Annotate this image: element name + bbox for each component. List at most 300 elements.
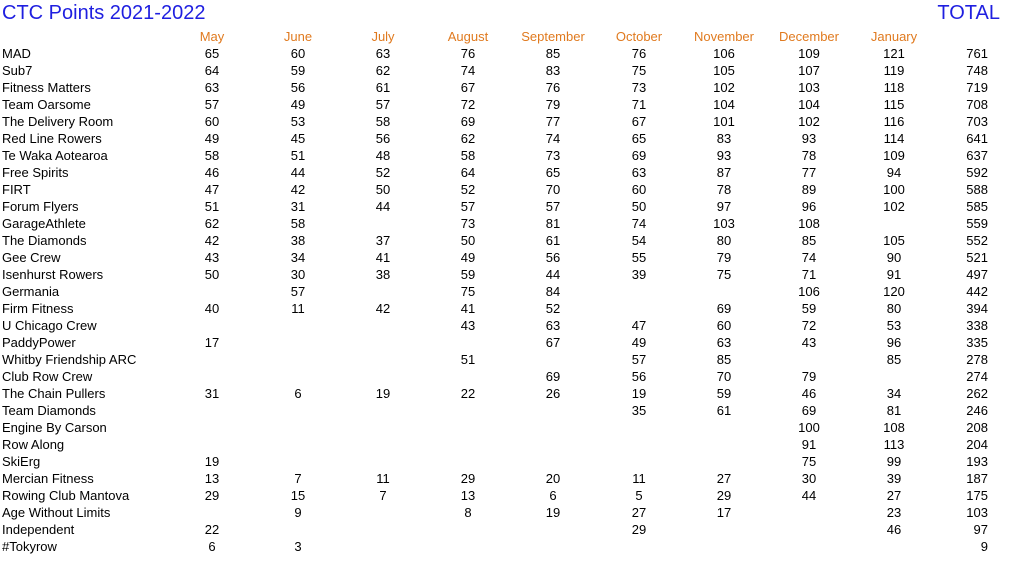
- points-cell-january: 85: [886, 352, 902, 367]
- team-name: Isenhurst Rowers: [2, 267, 104, 282]
- points-cell-november: 79: [716, 250, 732, 265]
- points-cell-december: 79: [801, 369, 817, 384]
- points-cell-january: 23: [886, 505, 902, 520]
- table-row: [0, 470, 1000, 487]
- total-cell: 208: [966, 420, 988, 435]
- points-cell-june: 42: [290, 182, 306, 197]
- points-cell-august: [426, 538, 510, 555]
- team-name: Forum Flyers: [2, 199, 79, 214]
- points-cell-june: [256, 317, 340, 334]
- points-cell-july: 50: [375, 182, 391, 197]
- total-column-header: [936, 28, 1000, 45]
- month-header-august: August: [447, 29, 489, 44]
- points-cell-july: [340, 368, 426, 385]
- points-cell-july: [340, 419, 426, 436]
- month-header-june: June: [283, 29, 313, 44]
- points-cell-june: 30: [290, 267, 306, 282]
- points-cell-july: [340, 504, 426, 521]
- points-cell-october: [596, 436, 682, 453]
- total-cell: 103: [966, 505, 988, 520]
- table-row: [0, 504, 1000, 521]
- month-header-september: September: [521, 29, 585, 44]
- table-row: [0, 232, 1000, 249]
- points-cell-january: 100: [883, 182, 905, 197]
- points-cell-june: 31: [290, 199, 306, 214]
- points-cell-december: 71: [801, 267, 817, 282]
- points-cell-may: 60: [204, 114, 220, 129]
- points-cell-october: [596, 283, 682, 300]
- points-cell-may: [168, 436, 256, 453]
- points-cell-august: 22: [460, 386, 476, 401]
- team-name: U Chicago Crew: [2, 318, 97, 333]
- points-cell-july: 19: [375, 386, 391, 401]
- points-cell-may: 17: [204, 335, 220, 350]
- team-name: Row Along: [2, 437, 65, 452]
- team-name: MAD: [2, 46, 31, 61]
- points-cell-november: 97: [716, 199, 732, 214]
- table-row: [0, 368, 1000, 385]
- points-cell-june: 57: [290, 284, 306, 299]
- team-name: The Delivery Room: [2, 114, 114, 129]
- points-cell-january: 80: [886, 301, 902, 316]
- points-cell-november: [682, 453, 766, 470]
- team-column-header: [0, 28, 168, 45]
- points-cell-may: [168, 402, 256, 419]
- total-cell: 335: [966, 335, 988, 350]
- points-cell-july: [340, 334, 426, 351]
- points-cell-november: 70: [716, 369, 732, 384]
- points-cell-january: 90: [886, 250, 902, 265]
- points-cell-june: 44: [290, 165, 306, 180]
- points-cell-september: 76: [545, 80, 561, 95]
- points-cell-june: [256, 521, 340, 538]
- points-cell-august: 58: [460, 148, 476, 163]
- total-cell: 708: [966, 97, 988, 112]
- points-cell-july: [340, 351, 426, 368]
- total-cell: 9: [980, 539, 988, 554]
- points-cell-december: 93: [801, 131, 817, 146]
- points-cell-july: 62: [375, 63, 391, 78]
- points-cell-november: 104: [713, 97, 735, 112]
- points-cell-january: 108: [883, 420, 905, 435]
- table-row: [0, 181, 1000, 198]
- table-row: [0, 96, 1000, 113]
- points-cell-august: 67: [460, 80, 476, 95]
- points-cell-june: 58: [290, 216, 306, 231]
- points-cell-january: 94: [886, 165, 902, 180]
- points-cell-september: 26: [545, 386, 561, 401]
- points-cell-july: [340, 283, 426, 300]
- month-header-january: January: [870, 29, 918, 44]
- table-row: [0, 300, 1000, 317]
- points-cell-october: 29: [631, 522, 647, 537]
- points-cell-august: 69: [460, 114, 476, 129]
- points-cell-august: [426, 453, 510, 470]
- total-cell: 592: [966, 165, 988, 180]
- points-cell-january: 119: [883, 63, 905, 78]
- points-cell-july: 37: [375, 233, 391, 248]
- points-cell-november: [682, 538, 766, 555]
- points-cell-november: 78: [716, 182, 732, 197]
- points-cell-june: 3: [294, 539, 302, 554]
- points-cell-september: 19: [545, 505, 561, 520]
- total-cell: 521: [966, 250, 988, 265]
- points-cell-october: 56: [631, 369, 647, 384]
- total-cell: 703: [966, 114, 988, 129]
- points-cell-september: [510, 419, 596, 436]
- points-cell-november: 63: [716, 335, 732, 350]
- points-cell-november: [682, 436, 766, 453]
- team-name: Engine By Carson: [2, 420, 107, 435]
- points-cell-july: 41: [375, 250, 391, 265]
- points-cell-june: 53: [290, 114, 306, 129]
- points-cell-september: 84: [545, 284, 561, 299]
- table-row: [0, 538, 1000, 555]
- points-cell-may: 6: [208, 539, 216, 554]
- points-cell-may: [168, 368, 256, 385]
- points-cell-may: 64: [204, 63, 220, 78]
- team-name: Firm Fitness: [2, 301, 74, 316]
- points-cell-october: 27: [631, 505, 647, 520]
- points-cell-june: 38: [290, 233, 306, 248]
- points-cell-december: 91: [801, 437, 817, 452]
- points-cell-october: 5: [635, 488, 643, 503]
- points-cell-may: [168, 419, 256, 436]
- points-cell-august: 74: [460, 63, 476, 78]
- points-cell-january: [852, 368, 936, 385]
- table-row: [0, 487, 1000, 504]
- points-cell-january: 34: [886, 386, 902, 401]
- points-cell-september: [510, 402, 596, 419]
- team-name: Fitness Matters: [2, 80, 91, 95]
- month-header-july: July: [371, 29, 395, 44]
- points-cell-january: 96: [886, 335, 902, 350]
- points-table: [0, 28, 1000, 555]
- points-cell-july: 11: [376, 471, 390, 486]
- points-cell-june: 60: [290, 46, 306, 61]
- team-name: FIRT: [2, 182, 31, 197]
- points-cell-september: 83: [545, 63, 561, 78]
- points-cell-september: 52: [545, 301, 561, 316]
- points-cell-november: 60: [716, 318, 732, 333]
- points-cell-december: 96: [801, 199, 817, 214]
- points-cell-june: [256, 351, 340, 368]
- points-cell-december: 59: [801, 301, 817, 316]
- team-name: Whitby Friendship ARC: [2, 352, 137, 367]
- points-cell-october: 74: [631, 216, 647, 231]
- points-cell-january: 46: [886, 522, 902, 537]
- points-cell-june: 7: [294, 471, 302, 486]
- points-cell-december: [766, 538, 852, 555]
- points-cell-december: 78: [801, 148, 817, 163]
- points-cell-july: 42: [375, 301, 391, 316]
- points-cell-july: [340, 436, 426, 453]
- points-cell-october: 69: [631, 148, 647, 163]
- points-cell-may: 19: [204, 454, 220, 469]
- points-cell-october: 50: [631, 199, 647, 214]
- points-cell-july: 61: [375, 80, 391, 95]
- points-cell-may: [168, 504, 256, 521]
- points-cell-june: [256, 368, 340, 385]
- points-cell-december: 106: [798, 284, 820, 299]
- points-cell-july: 58: [375, 114, 391, 129]
- table-row: [0, 215, 1000, 232]
- points-cell-november: 103: [713, 216, 735, 231]
- points-cell-may: 22: [204, 522, 220, 537]
- team-name: Age Without Limits: [2, 505, 111, 520]
- points-cell-july: 57: [375, 97, 391, 112]
- points-cell-january: 81: [886, 403, 902, 418]
- points-cell-january: 118: [883, 80, 905, 95]
- points-cell-may: 51: [204, 199, 220, 214]
- points-cell-august: [426, 521, 510, 538]
- points-cell-may: 57: [204, 97, 220, 112]
- points-cell-may: 43: [204, 250, 220, 265]
- table-row: [0, 317, 1000, 334]
- points-cell-july: [340, 402, 426, 419]
- points-cell-december: [766, 504, 852, 521]
- total-cell: 394: [966, 301, 988, 316]
- points-cell-august: 41: [460, 301, 476, 316]
- month-header-december: December: [779, 29, 839, 44]
- points-cell-november: 80: [716, 233, 732, 248]
- points-cell-july: 63: [375, 46, 391, 61]
- points-cell-september: 70: [545, 182, 561, 197]
- points-cell-august: 76: [460, 46, 476, 61]
- points-cell-may: [168, 351, 256, 368]
- points-cell-december: 43: [801, 335, 817, 350]
- table-body: [0, 45, 1000, 555]
- points-cell-october: [596, 538, 682, 555]
- month-header-may: May: [199, 29, 225, 44]
- points-cell-may: 40: [204, 301, 220, 316]
- total-cell: 497: [966, 267, 988, 282]
- points-cell-august: 13: [460, 488, 476, 503]
- points-cell-november: 102: [713, 80, 735, 95]
- points-cell-june: [256, 419, 340, 436]
- points-cell-september: 77: [545, 114, 561, 129]
- points-cell-august: 62: [460, 131, 476, 146]
- points-cell-september: 20: [545, 471, 561, 486]
- points-cell-september: 69: [545, 369, 561, 384]
- points-cell-november: [682, 419, 766, 436]
- points-cell-august: [426, 419, 510, 436]
- table-row: [0, 419, 1000, 436]
- points-cell-october: [596, 453, 682, 470]
- team-name: Germania: [2, 284, 60, 299]
- points-cell-january: 121: [883, 46, 905, 61]
- team-name: The Diamonds: [2, 233, 87, 248]
- points-cell-may: 50: [204, 267, 220, 282]
- points-cell-june: [256, 436, 340, 453]
- team-name: The Chain Pullers: [2, 386, 106, 401]
- points-cell-december: 75: [801, 454, 817, 469]
- total-cell: 719: [966, 80, 988, 95]
- points-cell-july: 56: [375, 131, 391, 146]
- points-cell-december: 109: [798, 46, 820, 61]
- points-cell-january: 114: [883, 131, 905, 146]
- points-cell-november: 85: [716, 352, 732, 367]
- table-row: [0, 436, 1000, 453]
- team-name: Club Row Crew: [2, 369, 93, 384]
- points-cell-june: 56: [290, 80, 306, 95]
- table-row: [0, 113, 1000, 130]
- points-cell-september: 79: [545, 97, 561, 112]
- points-cell-august: 29: [460, 471, 476, 486]
- points-cell-june: [256, 453, 340, 470]
- points-cell-january: 113: [883, 437, 905, 452]
- points-cell-december: 44: [801, 488, 817, 503]
- points-cell-august: 57: [460, 199, 476, 214]
- total-cell: 637: [966, 148, 988, 163]
- points-cell-august: 75: [460, 284, 476, 299]
- points-cell-june: 6: [294, 386, 302, 401]
- points-cell-july: 7: [379, 488, 387, 503]
- points-cell-august: 8: [464, 505, 472, 520]
- table-row: [0, 79, 1000, 96]
- points-cell-may: 46: [204, 165, 220, 180]
- points-cell-november: 61: [716, 403, 732, 418]
- points-cell-december: 108: [798, 216, 820, 231]
- points-cell-october: [596, 419, 682, 436]
- points-cell-january: 116: [883, 114, 905, 129]
- points-cell-january: 91: [886, 267, 902, 282]
- points-cell-july: [340, 538, 426, 555]
- points-cell-september: 6: [549, 488, 557, 503]
- total-cell: 97: [973, 522, 988, 537]
- points-cell-december: [766, 351, 852, 368]
- team-name: Team Oarsome: [2, 97, 91, 112]
- points-cell-november: 29: [716, 488, 732, 503]
- points-cell-october: 75: [631, 63, 647, 78]
- points-cell-may: [168, 317, 256, 334]
- points-cell-august: 51: [460, 352, 476, 367]
- points-cell-november: 83: [716, 131, 732, 146]
- points-cell-may: 31: [204, 386, 220, 401]
- table-row: [0, 164, 1000, 181]
- team-name: SkiErg: [2, 454, 41, 469]
- points-cell-september: 57: [545, 199, 561, 214]
- table-row: [0, 45, 1000, 62]
- points-cell-june: 34: [290, 250, 306, 265]
- points-cell-december: 89: [801, 182, 817, 197]
- total-cell: 585: [966, 199, 988, 214]
- team-name: Mercian Fitness: [2, 471, 94, 486]
- points-cell-june: 51: [290, 148, 306, 163]
- points-cell-september: 56: [545, 250, 561, 265]
- points-cell-october: 19: [631, 386, 647, 401]
- total-cell: 552: [966, 233, 988, 248]
- total-cell: 246: [966, 403, 988, 418]
- points-cell-june: [256, 334, 340, 351]
- team-name: Te Waka Aotearoa: [2, 148, 108, 163]
- points-cell-october: 57: [631, 352, 647, 367]
- total-cell: 442: [966, 284, 988, 299]
- points-cell-october: 35: [631, 403, 647, 418]
- points-cell-august: [426, 334, 510, 351]
- total-column-title: TOTAL: [937, 2, 1000, 24]
- points-cell-october: 11: [632, 471, 646, 486]
- points-cell-december: 102: [798, 114, 820, 129]
- points-cell-september: 85: [545, 46, 561, 61]
- points-cell-july: [340, 215, 426, 232]
- points-cell-october: 55: [631, 250, 647, 265]
- table-row: [0, 334, 1000, 351]
- points-cell-june: 45: [290, 131, 306, 146]
- total-cell: 761: [966, 46, 988, 61]
- table-row: [0, 249, 1000, 266]
- points-cell-october: 54: [631, 233, 647, 248]
- points-cell-july: 48: [375, 148, 391, 163]
- points-cell-january: 102: [883, 199, 905, 214]
- total-cell: 204: [966, 437, 988, 452]
- total-cell: 193: [966, 454, 988, 469]
- points-cell-june: 11: [291, 301, 305, 316]
- team-name: Free Spirits: [2, 165, 69, 180]
- points-cell-august: 43: [460, 318, 476, 333]
- points-cell-october: 47: [631, 318, 647, 333]
- points-cell-january: 99: [886, 454, 902, 469]
- points-cell-november: 17: [716, 505, 732, 520]
- points-cell-october: 60: [631, 182, 647, 197]
- points-cell-september: [510, 538, 596, 555]
- points-cell-november: 27: [716, 471, 732, 486]
- table-row: [0, 147, 1000, 164]
- points-cell-december: 72: [801, 318, 817, 333]
- points-cell-july: 44: [375, 199, 391, 214]
- points-cell-june: 59: [290, 63, 306, 78]
- points-cell-january: 53: [886, 318, 902, 333]
- points-cell-june: 9: [294, 505, 302, 520]
- points-cell-august: [426, 402, 510, 419]
- points-cell-may: 62: [204, 216, 220, 231]
- table-row: [0, 453, 1000, 470]
- points-cell-september: 63: [545, 318, 561, 333]
- team-name: Team Diamonds: [2, 403, 96, 418]
- team-name: GarageAthlete: [2, 216, 86, 231]
- points-cell-september: 44: [545, 267, 561, 282]
- points-cell-december: 107: [798, 63, 820, 78]
- points-cell-august: [426, 436, 510, 453]
- team-name: PaddyPower: [2, 335, 76, 350]
- points-cell-may: [168, 283, 256, 300]
- team-name: Independent: [2, 522, 75, 537]
- points-cell-december: 104: [798, 97, 820, 112]
- points-cell-december: 103: [798, 80, 820, 95]
- points-cell-may: 65: [204, 46, 220, 61]
- total-cell: 274: [966, 369, 988, 384]
- points-cell-september: 81: [545, 216, 561, 231]
- table-row: [0, 130, 1000, 147]
- points-cell-may: 47: [204, 182, 220, 197]
- table-row: [0, 521, 1000, 538]
- page-title: CTC Points 2021-2022: [2, 2, 206, 24]
- table-row: [0, 402, 1000, 419]
- total-cell: 187: [966, 471, 988, 486]
- points-cell-january: [852, 538, 936, 555]
- team-name: Red Line Rowers: [2, 131, 102, 146]
- table-row: [0, 385, 1000, 402]
- table-row: [0, 198, 1000, 215]
- points-cell-october: 65: [631, 131, 647, 146]
- points-cell-december: 30: [801, 471, 817, 486]
- points-cell-may: 29: [204, 488, 220, 503]
- points-cell-september: [510, 521, 596, 538]
- points-cell-august: [426, 368, 510, 385]
- total-cell: 588: [966, 182, 988, 197]
- points-cell-january: 115: [883, 97, 905, 112]
- points-cell-october: 76: [631, 46, 647, 61]
